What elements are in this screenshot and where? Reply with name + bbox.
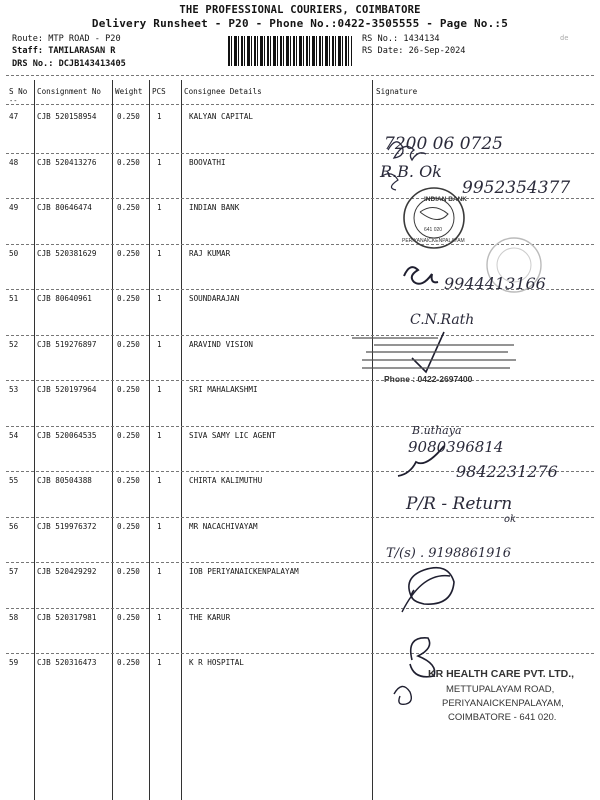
row-consignee: CHIRTA KALIMUTHU (189, 476, 263, 485)
handwritten-48b: 9952354377 (462, 178, 571, 198)
indian-bank-stamp-pin: 641 020 (424, 227, 443, 233)
col-consignee: Consignee Details (184, 87, 262, 96)
row-consignment: CJB 520413276 (37, 157, 97, 167)
row-sno: 56 (9, 521, 19, 531)
col-signature: Signature (376, 87, 418, 96)
row-weight: 0.250 (117, 476, 140, 485)
signature-50 (404, 267, 438, 284)
row-pcs: 1 (157, 430, 162, 440)
handwritten-56: T/(s) . 9198861916 (386, 546, 511, 561)
row-pcs: 1 (157, 476, 162, 485)
row-sno: 58 (9, 612, 19, 622)
row-consignee: THE KARUR (189, 612, 231, 622)
row-pcs: 1 (157, 658, 162, 667)
row-consignment: CJB 80504388 (37, 476, 92, 485)
row-sno: 48 (9, 157, 19, 167)
row-consignment: CJB 520158954 (37, 112, 97, 121)
row-consignee: IOB PERIYANAICKENPALAYAM (189, 567, 299, 576)
row-sno: 51 (9, 294, 19, 303)
row-consignee: SIVA SAMY LIC AGENT (189, 430, 276, 440)
row-weight: 0.250 (117, 521, 140, 531)
row-consignee: INDIAN BANK (189, 203, 240, 212)
corner-mark: de (560, 34, 569, 42)
handwritten-55a: P/R - Return (406, 494, 513, 514)
row-sno: 59 (9, 658, 19, 667)
row-consignee: MR NACACHIVAYAM (189, 521, 258, 531)
row-weight: 0.250 (117, 612, 140, 622)
row-consignment: CJB 520064535 (37, 430, 97, 440)
handwritten-55b: ok (504, 514, 517, 525)
row-pcs: 1 (157, 612, 162, 622)
col-consignment: Consignment No (37, 87, 102, 96)
row-consignment: CJB 520316473 (37, 658, 97, 667)
row-consignee: BOOVATHI (189, 157, 226, 167)
row-consignee: ARAVIND VISION (189, 339, 254, 349)
drs-number: DRS No.: DCJB143413405 (12, 59, 126, 69)
kr-stamp-line1: KR HEALTH CARE PVT. LTD., (428, 668, 575, 680)
row-sno: 52 (9, 339, 19, 349)
company-title: THE PROFESSIONAL COURIERS, COIMBATORE (179, 4, 421, 16)
row-consignment: CJB 519276897 (37, 339, 97, 349)
row-sno: 50 (9, 248, 19, 258)
row-weight: 0.250 (117, 112, 140, 121)
row-pcs: 1 (157, 521, 162, 531)
header-dash-mark: -- (9, 97, 18, 105)
row-consignee: RAJ KUMAR (189, 248, 231, 258)
row-pcs: 1 (157, 248, 162, 258)
row-consignee: KALYAN CAPITAL (189, 112, 254, 121)
handwritten-47: 7200 06 0725 (384, 134, 503, 154)
row-sno: 54 (9, 430, 19, 440)
row-consignment: CJB 520317981 (37, 612, 97, 622)
indian-bank-stamp-branch: PERIYANAICKENPALAYAM (402, 238, 465, 244)
handwritten-50: 9944413166 (444, 274, 546, 293)
row-consignment: CJB 520429292 (37, 567, 97, 576)
row-consignment: CJB 80646474 (37, 203, 92, 212)
row-weight: 0.250 (117, 157, 140, 167)
row-sno: 49 (9, 203, 19, 212)
route-label: Route: MTP ROAD - P20 (12, 34, 121, 44)
row-weight: 0.250 (117, 658, 140, 667)
col-sno: S No (9, 87, 28, 96)
handwritten-53a: B.uthaya (412, 424, 462, 437)
handwritten-53b: 9080396814 (408, 438, 504, 456)
row-weight: 0.250 (117, 567, 140, 576)
row-weight: 0.250 (117, 430, 140, 440)
col-weight: Weight (115, 87, 143, 96)
row-pcs: 1 (157, 112, 162, 121)
row-consignment: CJB 80640961 (37, 294, 92, 303)
signature-57 (409, 568, 454, 604)
row-consignment: CJB 520197964 (37, 385, 97, 394)
kr-stamp-line2: METTUPALAYAM ROAD, (446, 684, 555, 695)
row-sno: 55 (9, 476, 19, 485)
row-weight: 0.250 (117, 385, 140, 394)
indian-bank-stamp-name: INDIAN BANK (424, 196, 467, 203)
row-weight: 0.250 (117, 203, 140, 212)
row-pcs: 1 (157, 339, 162, 349)
row-pcs: 1 (157, 567, 162, 576)
row-pcs: 1 (157, 294, 162, 303)
row-sno: 53 (9, 385, 19, 394)
row-consignment: CJB 519976372 (37, 521, 97, 531)
row-pcs: 1 (157, 385, 162, 394)
stamp-52-phone: Phone : 0422-2697400 (384, 374, 473, 384)
row-consignee: SRI MAHALAKSHMI (189, 385, 258, 394)
row-sno: 47 (9, 112, 19, 121)
signature-59 (394, 686, 411, 704)
row-consignment: CJB 520381629 (37, 248, 97, 258)
kr-stamp-line3: PERIYANAICKENPALAYAM, (442, 698, 564, 709)
row-consignee: SOUNDARAJAN (189, 294, 240, 303)
rs-number: RS No.: 1434134 (362, 34, 440, 44)
rs-date: RS Date: 26-Sep-2024 (362, 46, 466, 56)
kr-stamp-line4: COIMBATORE - 641 020. (448, 712, 557, 723)
row-weight: 0.250 (117, 339, 140, 349)
staff-label: Staff: TAMILARASAN R (12, 46, 116, 56)
row-weight: 0.250 (117, 294, 140, 303)
row-weight: 0.250 (117, 248, 140, 258)
handwritten-54: 9842231276 (456, 462, 558, 481)
col-pcs: PCS (152, 87, 166, 96)
row-pcs: 1 (157, 157, 162, 167)
row-pcs: 1 (157, 203, 162, 212)
row-sno: 57 (9, 567, 19, 576)
handwritten-48a: R.B. Ok (380, 162, 442, 181)
row-consignee: K R HOSPITAL (189, 658, 244, 667)
handwritten-51: C.N.Rath (410, 312, 475, 328)
runsheet-title: Delivery Runsheet - P20 - Phone No.:0422-3505555 - Page No.:5 (91, 17, 509, 30)
